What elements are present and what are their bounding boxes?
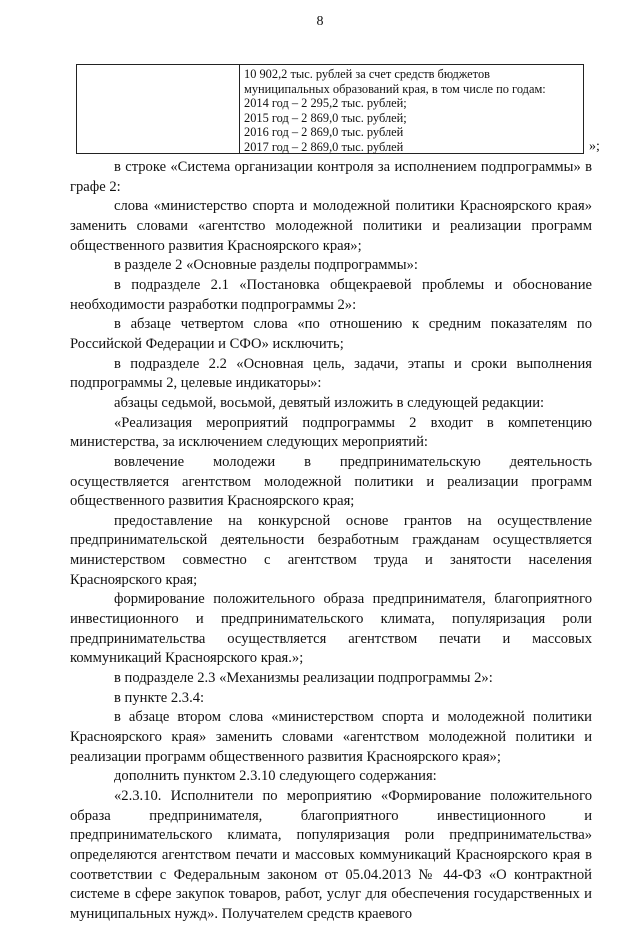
table-closing-quote: »;	[589, 139, 600, 154]
paragraph: в абзаце четвертом слова «по отношению к средним показателям по Российской Федерации и СФО» исключить;	[70, 316, 592, 352]
table-line: 2015 год – 2 869,0 тыс. рублей;	[244, 110, 407, 125]
table-line: муниципальных образований края, в том числе по годам:	[244, 81, 546, 96]
table-line: 2016 год – 2 869,0 тыс. рублей	[244, 125, 404, 140]
table-line: 10 902,2 тыс. рублей за счет средств бюджетов	[244, 67, 490, 81]
paragraph: в строке «Система организации контроля за исполнением подпрограммы» в графе 2:	[70, 159, 592, 195]
table-line: 2017 год – 2 869,0 тыс. рублей	[244, 139, 404, 154]
paragraph: в разделе 2 «Основные разделы подпрограммы»:	[114, 257, 418, 274]
paragraph: в подразделе 2.2 «Основная цель, задачи, этапы и сроки выполнения подпрограммы 2, целевые индикаторы»:	[70, 355, 592, 392]
paragraph: в подразделе 2.3 «Механизмы реализации подпрограммы 2»:	[114, 670, 493, 687]
paragraph: «2.3.10. Исполнители по мероприятию «Формирование положительного образа предпринимателя, благоприятного инвестиционного и предпринимательского климата, популяризация роли предпринимательства» определяются агентством печати и массовых коммуникаций Красноярского края в соответствии с Федеральным законом от 05.04.2013 № 44-ФЗ «О контрактной системе в сфере закупок товаров, работ, услуг для обеспечения государственных и муниципальных нужд». Получателем средств краевого	[70, 788, 592, 922]
paragraph: вовлечение молодежи в предпринимательскую деятельность осуществляется агентством молодежной политики и реализации программ общественного развития Красноярского края;	[70, 453, 592, 510]
table-cell-funding	[244, 67, 579, 155]
paragraph: предоставление на конкурсной основе грантов на осуществление предпринимательской деятельности безработным гражданам осуществляется министерством совместно с агентством труда и занятости населения Красноярского края;	[70, 512, 592, 588]
document-body	[70, 158, 592, 925]
paragraph: «Реализация мероприятий подпрограммы 2 входит в компетенцию министерства, за исключением следующих мероприятий:	[70, 414, 592, 451]
paragraph: дополнить пунктом 2.3.10 следующего содержания:	[114, 768, 437, 785]
paragraph: в абзаце втором слова «министерством спорта и молодежной политики Красноярского края» заменить словами «агентством молодежной политики и реализации программ общественного развития Красноярского края»;	[70, 709, 592, 765]
paragraph: в пункте 2.3.4:	[114, 689, 205, 706]
paragraph: слова «министерство спорта и молодежной политики Красноярского края» заменить словами «агентство молодежной политики и реализации программ общественного развития Красноярского края»;	[70, 198, 592, 254]
paragraph: в подразделе 2.1 «Постановка общекраевой проблемы и обоснование необходимости разработки подпрограммы 2»:	[70, 276, 592, 313]
table-line: 2014 год – 2 295,2 тыс. рублей;	[244, 96, 407, 111]
paragraph: абзацы седьмой, восьмой, девятый изложить в следующей редакции:	[114, 394, 545, 411]
funding-table	[76, 64, 584, 154]
page-number: 8	[316, 14, 324, 29]
table-column-divider	[239, 65, 240, 153]
paragraph: формирование положительного образа предпринимателя, благоприятного инвестиционного и предпринимательского климата, популяризация роли предпринимательства осуществляется агентством печати и массовых коммуникаций Красноярского края.»;	[70, 591, 592, 667]
